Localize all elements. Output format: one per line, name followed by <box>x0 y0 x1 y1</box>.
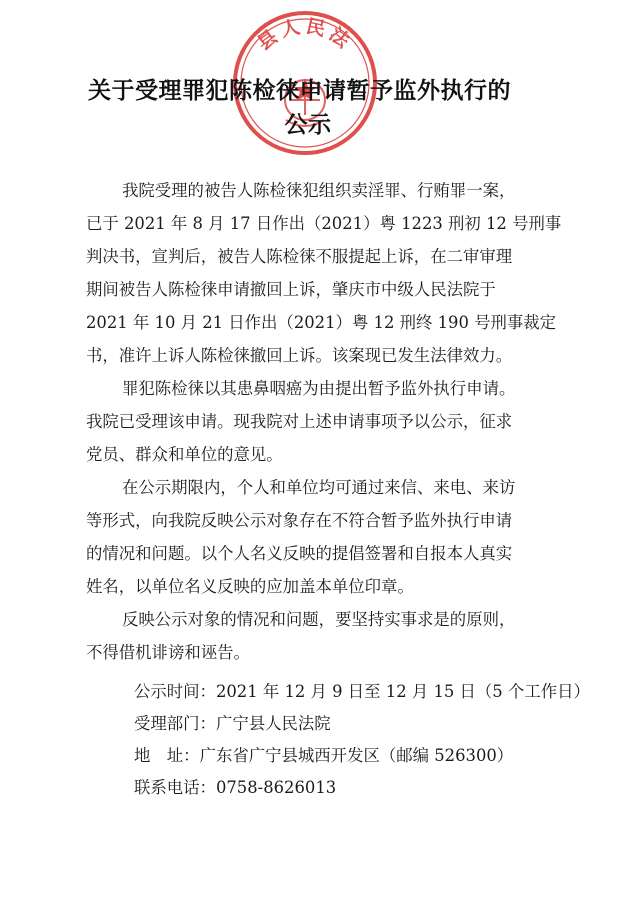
text-line: 判决书，宣判后，被告人陈检徕不服提起上诉，在二审审理 <box>86 247 513 266</box>
period-value: 2021 年 12 月 9 日至 12 月 15 日（5 个工作日） <box>215 682 590 701</box>
text-line: 在公示期限内，个人和单位均可通过来信、来电、来访 <box>122 478 516 497</box>
department-value: 广宁县人民法院 <box>215 714 331 733</box>
text-line: 已于 2021 年 8 月 17 日作出（2021）粤 1223 刑初 12 号刑事 <box>86 214 562 233</box>
address-label: 地 址： <box>134 746 200 765</box>
contact-info-block <box>134 676 590 804</box>
text-line: 罪犯陈检徕以其患鼻咽癌为由提出暂予监外执行申请。 <box>122 379 516 398</box>
document-title <box>88 74 548 142</box>
text-line: 期间被告人陈检徕申请撤回上诉，肇庆市中级人民法院于 <box>86 280 496 299</box>
address-value: 广东省广宁县城西开发区（邮编 526300） <box>199 746 514 765</box>
phone-value: 0758-8626013 <box>215 778 337 797</box>
title-line-2: 公示 <box>284 112 332 138</box>
text-line: 的情况和问题。以个人名义反映的提倡签署和自报本人真实 <box>86 544 513 563</box>
text-line: 书，准许上诉人陈检徕撤回上诉。该案现已发生法律效力。 <box>86 346 513 365</box>
text-line: 等形式，向我院反映公示对象存在不符合暂予监外执行申请 <box>86 511 513 530</box>
department-label: 受理部门： <box>134 714 216 733</box>
text-line: 姓名，以单位名义反映的应加盖本单位印章。 <box>86 577 414 596</box>
title-line-1: 关于受理罪犯陈检徕申请暂予监外执行的 <box>88 78 511 104</box>
paragraph-case-summary <box>86 174 562 372</box>
text-line: 2021 年 10 月 21 日作出（2021）粤 12 刑终 190 号刑事裁定 <box>86 313 557 332</box>
period-label: 公示时间： <box>134 682 216 701</box>
text-line: 反映公示对象的情况和问题，要坚持实事求是的原则， <box>122 610 516 629</box>
text-line: 党员、群众和单位的意见。 <box>86 445 283 464</box>
svg-text:县人民法: 县人民法 <box>253 15 357 55</box>
text-line: 我院受理的被告人陈检徕犯组织卖淫罪、行贿罪一案， <box>122 181 516 200</box>
info-row-period <box>134 676 590 708</box>
paragraph-principle <box>86 603 556 669</box>
info-row-department <box>134 708 564 740</box>
text-line: 我院已受理该申请。现我院对上述申请事项予以公示，征求 <box>86 412 513 431</box>
paragraph-feedback-method <box>86 471 556 603</box>
info-row-address <box>134 740 564 772</box>
paragraph-application <box>86 372 556 471</box>
phone-label: 联系电话： <box>134 778 216 797</box>
info-row-phone <box>134 772 564 804</box>
document-body <box>86 174 562 669</box>
text-line: 不得借机诽谤和诬告。 <box>86 643 250 662</box>
